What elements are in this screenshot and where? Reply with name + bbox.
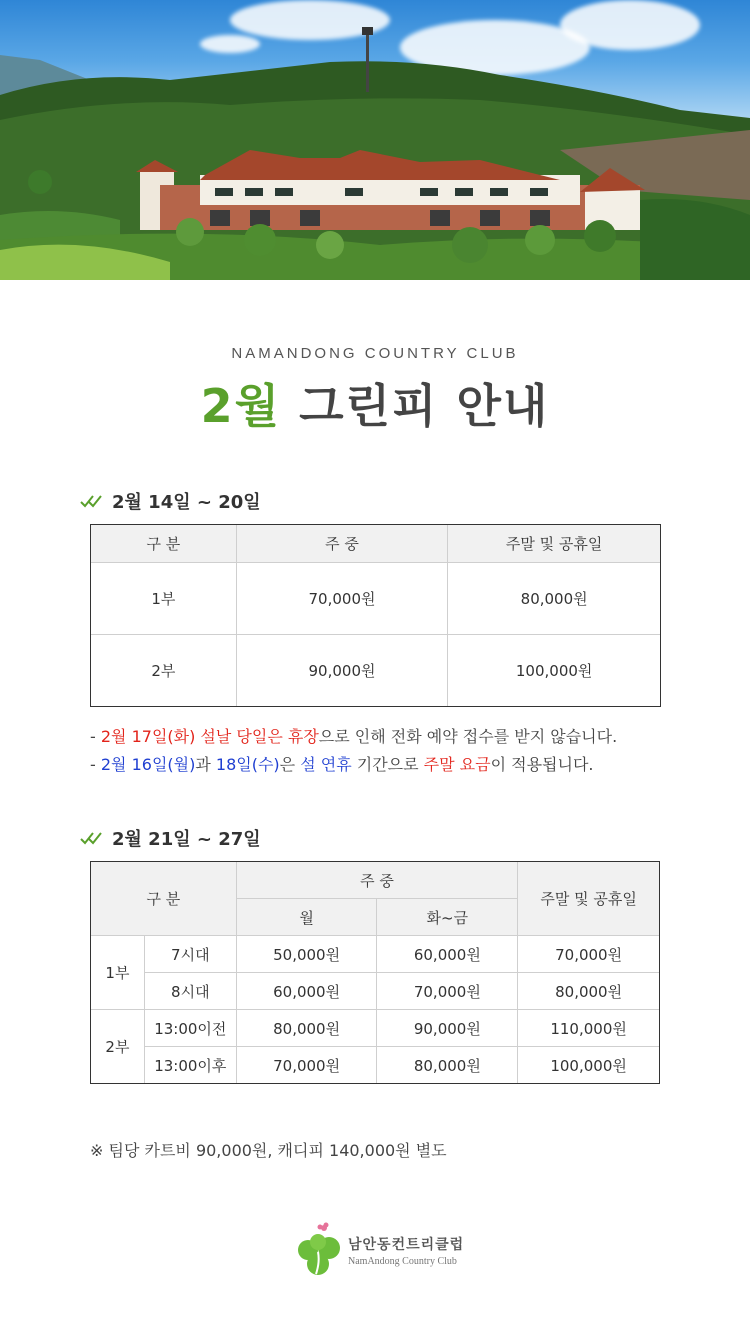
row-time: 7시대 [144,936,236,973]
logo-korean: 남안동컨트리클럽 [348,1236,465,1253]
row-part: 1부 [91,563,237,635]
row-part: 2부 [91,1010,145,1084]
table-row [91,973,660,1010]
note-weekend-rate: 주말 요금 [423,755,491,774]
section1-heading-text: 2월 14일 ~ 20일 [112,492,261,513]
section2-heading [80,825,261,851]
logo-english: NamAndong Country Club [348,1255,457,1267]
row-monday-fee: 60,000원 [236,973,377,1010]
note-text: 이 적용됩니다. [490,755,594,774]
holiday-notes [90,723,617,779]
table-row [91,936,660,973]
table-row [91,563,661,635]
double-check-icon [80,831,104,845]
club-name-eyebrow: NAMANDONG COUNTRY CLUB [231,345,519,362]
col-tue-fri: 화~금 [377,899,518,936]
table-row [91,1047,660,1084]
row-tuefri-fee: 60,000원 [377,936,518,973]
row-time: 8시대 [144,973,236,1010]
note-text: 과 [195,755,216,774]
club-logo [296,1222,464,1278]
note-text: 기간으로 [351,755,424,774]
note-line-closure [90,723,617,751]
clubhouse-illustration [0,0,750,280]
row-time: 13:00이후 [144,1047,236,1084]
note-bullet: - [90,727,101,746]
row-weekend-fee: 80,000원 [518,973,660,1010]
double-check-icon [80,494,104,508]
row-monday-fee: 50,000원 [236,936,377,973]
title-month: 2월 [200,379,282,433]
table-header-row [91,862,660,899]
row-weekend-fee: 70,000원 [518,936,660,973]
fee-table-feb14-20 [90,524,661,707]
col-weekend: 주말 및 공휴일 [448,525,661,563]
col-weekday: 주 중 [236,862,517,899]
page-title [0,370,750,436]
table-row [91,635,661,707]
clover-logo-icon [296,1222,342,1278]
col-monday: 월 [236,899,377,936]
note-bullet: - [90,755,101,774]
note-text: 은 [279,755,301,774]
row-part: 2부 [91,635,237,707]
row-time: 13:00이전 [144,1010,236,1047]
note-closure-highlight: 2월 17일(화) 설날 당일은 휴장 [100,727,319,746]
section2-heading-text: 2월 21일 ~ 27일 [112,829,261,850]
row-weekday-fee: 70,000원 [236,563,448,635]
logo-text [348,1234,464,1267]
row-tuefri-fee: 70,000원 [377,973,518,1010]
title-text: 그린피 안내 [299,379,550,433]
table-header-row [91,525,661,563]
table-row [91,1010,660,1047]
note-closure-text: 으로 인해 전화 예약 접수를 받지 않습니다. [318,727,618,746]
row-weekend-fee: 80,000원 [448,563,661,635]
col-weekend: 주말 및 공휴일 [518,862,660,936]
row-weekend-fee: 100,000원 [448,635,661,707]
row-weekend-fee: 110,000원 [518,1010,660,1047]
note-holiday-period: 설 연휴 [300,755,352,774]
hero-photo [0,0,750,280]
fee-table-feb21-27 [90,861,660,1084]
row-monday-fee: 70,000원 [236,1047,377,1084]
extra-fees-footnote: ※ 팀당 카트비 90,000원, 캐디피 140,000원 별도 [90,1141,447,1160]
row-part: 1부 [91,936,145,1010]
row-weekend-fee: 100,000원 [518,1047,660,1084]
row-tuefri-fee: 90,000원 [377,1010,518,1047]
note-date-feb16: 2월 16일(월) [100,755,196,774]
col-division: 구 분 [91,525,237,563]
col-division: 구 분 [91,862,237,936]
row-tuefri-fee: 80,000원 [377,1047,518,1084]
note-date-feb18: 18일(수) [215,755,280,774]
row-weekday-fee: 90,000원 [236,635,448,707]
row-monday-fee: 80,000원 [236,1010,377,1047]
note-line-holiday-rate [90,751,617,779]
col-weekday: 주 중 [236,525,448,563]
section1-heading [80,488,261,514]
